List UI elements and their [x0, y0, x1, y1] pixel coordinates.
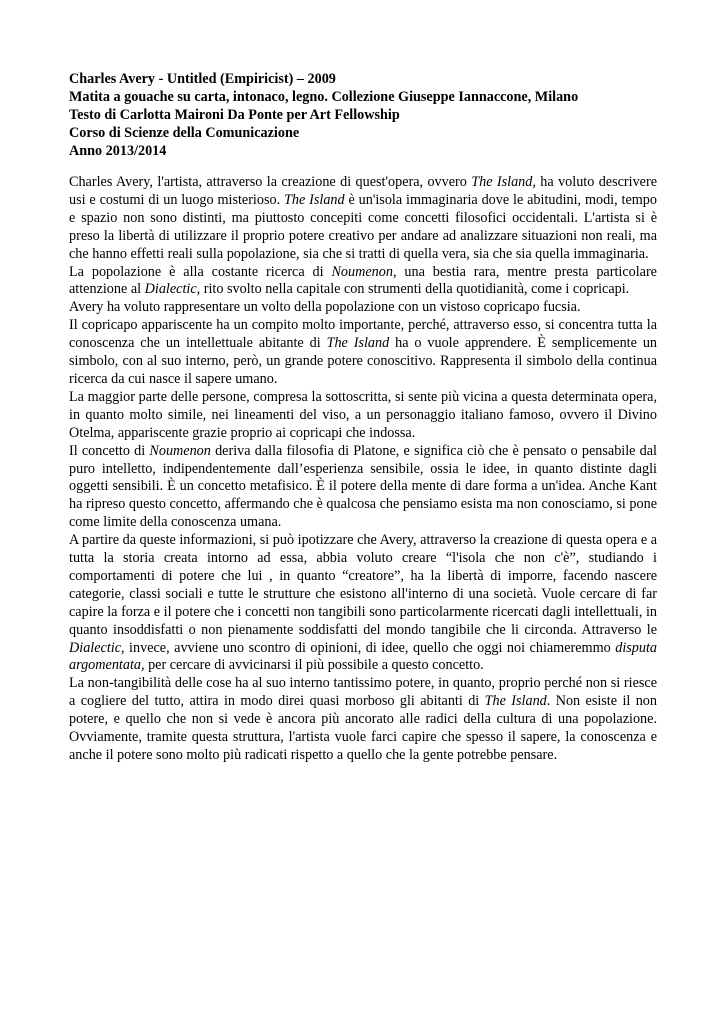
text-run: per cercare di avvicinarsi il più possibile a questo concetto.	[144, 657, 484, 674]
text-run: ha o vuole apprendere. È semplicemente un simbolo, con al suo interno, però, un grande potere conoscitivo. Rappresenta il simbolo della continua ricerca da cui nasce il sapere umano.	[69, 335, 658, 387]
text-run: , ha voluto descrivere usi e costumi di un luogo misterioso.	[69, 174, 658, 208]
document-header	[69, 70, 657, 160]
header-year: Anno 2013/2014	[69, 143, 167, 159]
paragraph-8	[69, 675, 657, 765]
paragraph-2	[69, 264, 657, 300]
document-body	[69, 174, 657, 765]
italic-text: disputa argomentata,	[69, 639, 657, 674]
italic-text: Noumenon	[331, 263, 393, 280]
header-author: Testo di Carlotta Maironi Da Ponte per Art Fellowship	[69, 107, 400, 123]
italic-text: Dialectic	[144, 281, 197, 298]
italic-text: Dialectic,	[69, 639, 125, 656]
paragraph-3: Avery ha voluto rappresentare un volto della popolazione con un vistoso copricapo fucsia.	[69, 299, 581, 316]
text-run: , rito svolto nella capitale con strumenti della quotidianità, come i copricapi.	[196, 281, 630, 298]
italic-text: Noumenon	[149, 442, 211, 459]
text-run: . Non esiste il non potere, e quello che non si vede è ancora più ancorato alle radici della cultura di una popolazione. Ovviamente, tramite questa struttura, l'artista vuole farci capire che spesso il sapere, la conoscenza e anche il potere sono molto più radicati rispetto a quello che la gente potrebbe pensare.	[69, 693, 657, 763]
text-run: deriva dalla filosofia di Platone, e significa ciò che è pensato o pensabile dal puro intelletto, indipendentemente dall’esperienza sensibile, ossia le idee, in quanto distinte dagli oggetti sensibili. È un concetto metafisico. È il potere della mente di dare forma a un'idea. Anche Kant ha ripreso questo concetto, affermando che è qualcosa che pensiamo esista ma non conosciamo, si pone come limite della conoscenza umana.	[69, 442, 658, 531]
paragraph-5: La maggior parte delle persone, compresa la sottoscritta, si sente più vicina a questa determinata opera, in quanto molto simile, nei lineamenti del viso, a un personaggio italiano famoso, ovvero il Divino Otelma, appariscente grazie proprio ai copricapi che indossa.	[69, 388, 657, 441]
header-artwork-title: Charles Avery - Untitled (Empiricist) – 2009	[69, 71, 336, 87]
document-page	[69, 70, 657, 765]
italic-text: The Island	[471, 174, 533, 190]
italic-text: The Island	[284, 191, 345, 208]
text-run: , una bestia rara, mentre presta particolare attenzione al	[69, 263, 657, 298]
text-run: invece, avviene uno scontro di opinioni, di idee, quello che oggi noi chiameremmo	[124, 639, 616, 656]
paragraph-4	[69, 317, 657, 389]
text-run: è un'isola immaginaria dove le abitudini, modi, tempo e spazio non sono distinti, ma piuttosto concepiti come concetti filosofici occidentali. L'artista si è preso la libertà di utilizzare il proprio potere creativo per andare ad analizzare situazioni non reali, ma che hanno effetti reali sulla popolazione, sia che si tratti di quella vera, sia che sia quella immaginaria.	[69, 191, 657, 262]
text-run: La non-tangibilità delle cose ha al suo interno tantissimo potere, in quanto, proprio perché non si riesce a cogliere del tutto, attira in modo direi quasi morboso gli abitanti di	[69, 675, 657, 710]
header-course: Corso di Scienze della Comunicazione	[69, 125, 300, 141]
text-run: Il concetto di	[69, 442, 150, 459]
text-run: Il copricapo appariscente ha un compito molto importante, perché, attraverso esso, si concentra tutta la conoscenza che un intellettuale abitante di	[69, 317, 657, 352]
text-run: Charles Avery, l'artista, attraverso la creazione di quest'opera, ovvero	[69, 174, 472, 190]
text-run: La popolazione è alla costante ricerca di	[69, 263, 332, 280]
text-run: A partire da queste informazioni, si può ipotizzare che Avery, attraverso la creazione di questa opera e a tutta la storia creata intorno ad essa, abbia voluto creare “l'isola che non c'è”, studiando i comportamenti di potere che lui , in quanto “creatore”, ha la libertà di imporre, facendo nascere categorie, classi sociali e tutte le strutture che esistono all'interno di una società. Vuole cercare di far capire la forza e il potere che i concetti non tangibili sono particolarmente ricercati dagli intellettuali, in quanto insoddisfatti o non pienamente soddisfatti del mondo tangibile che li circonda. Attraverso le	[69, 532, 657, 638]
paragraph-1	[69, 174, 657, 264]
italic-text: The Island	[484, 693, 547, 710]
paragraph-7	[69, 532, 657, 675]
italic-text: The Island	[326, 335, 390, 352]
paragraph-6	[69, 443, 657, 533]
header-artwork-details: Matita a gouache su carta, intonaco, legno. Collezione Giuseppe Iannaccone, Milano	[69, 89, 579, 105]
